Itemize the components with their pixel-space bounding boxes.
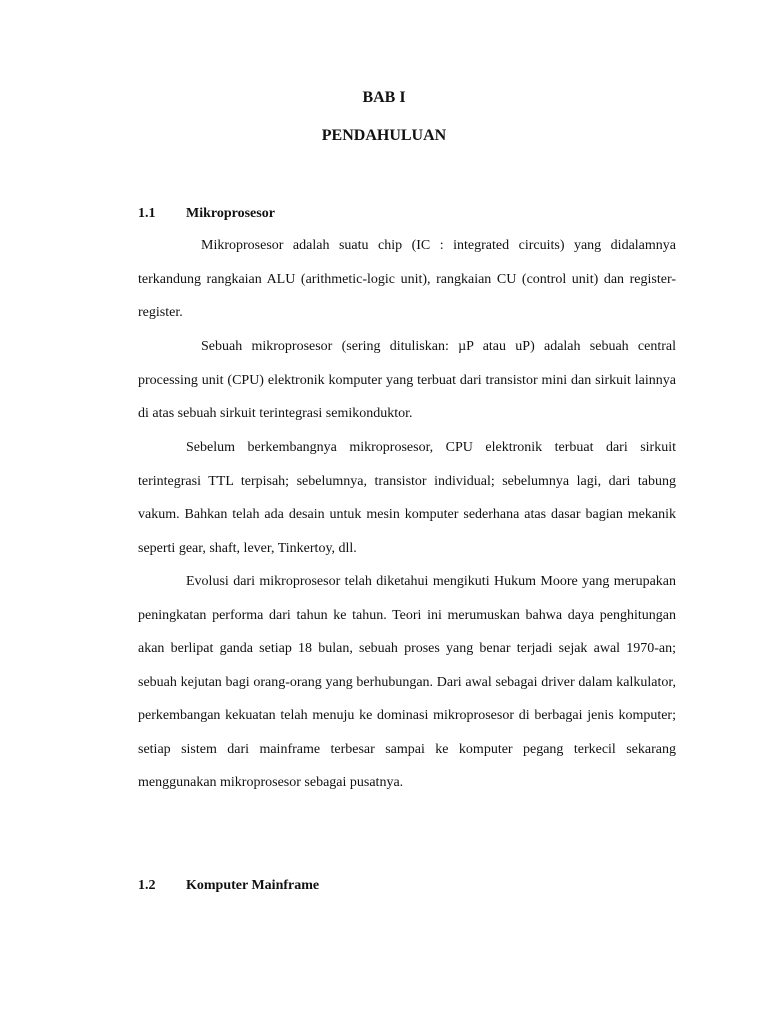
section-heading-mikroprosesor	[138, 205, 678, 223]
section-number: 1.1	[138, 206, 156, 221]
section-number: 1.2	[138, 878, 156, 893]
paragraph: Mikroprosesor adalah suatu chip (IC : integrated circuits) yang didalamnya terkandung rangkaian ALU (arithmetic-logic unit), rangkaian CU (control unit) dan register-register.	[138, 238, 676, 320]
paragraph: Sebuah mikroprosesor (sering dituliskan: µP atau uP) adalah sebuah central processing unit (CPU) elektronik komputer yang terbuat dari transistor mini dan sirkuit lainnya di atas sebuah sirkuit terintegrasi semikonduktor.	[138, 339, 676, 421]
section-title: Komputer Mainframe	[186, 878, 320, 893]
paragraph: Evolusi dari mikroprosesor telah diketahui mengikuti Hukum Moore yang merupakan peningkatan performa dari tahun ke tahun. Teori ini merumuskan bahwa daya penghitungan akan berlipat ganda setiap 18 bulan, sebuah proses yang benar terjadi sejak awal 1970-an; sebuah kejutan bagi orang-orang yang berhubungan. Dari awal sebagai driver dalam kalkulator, perkembangan kekuatan telah menuju ke dominasi mikroprosesor di berbagai jenis komputer; setiap sistem dari mainframe terbesar sampai ke komputer pegang terkecil sekarang menggunakan mikroprosesor sebagai pusatnya.	[138, 574, 676, 790]
chapter-title: PENDAHULUAN	[321, 127, 447, 144]
paragraph: Sebelum berkembangnya mikroprosesor, CPU elektronik terbuat dari sirkuit terintegrasi TTL terpisah; sebelumnya, transistor individual; sebelumnya lagi, dari tabung vakum. Bahkan telah ada desain untuk mesin komputer sederhana atas dasar bagian mekanik seperti gear, shaft, lever, Tinkertoy, dll.	[138, 440, 676, 556]
section-title: Mikroprosesor	[186, 206, 275, 221]
chapter-number: BAB I	[362, 89, 406, 106]
section-heading-komputer-mainframe	[138, 877, 678, 895]
